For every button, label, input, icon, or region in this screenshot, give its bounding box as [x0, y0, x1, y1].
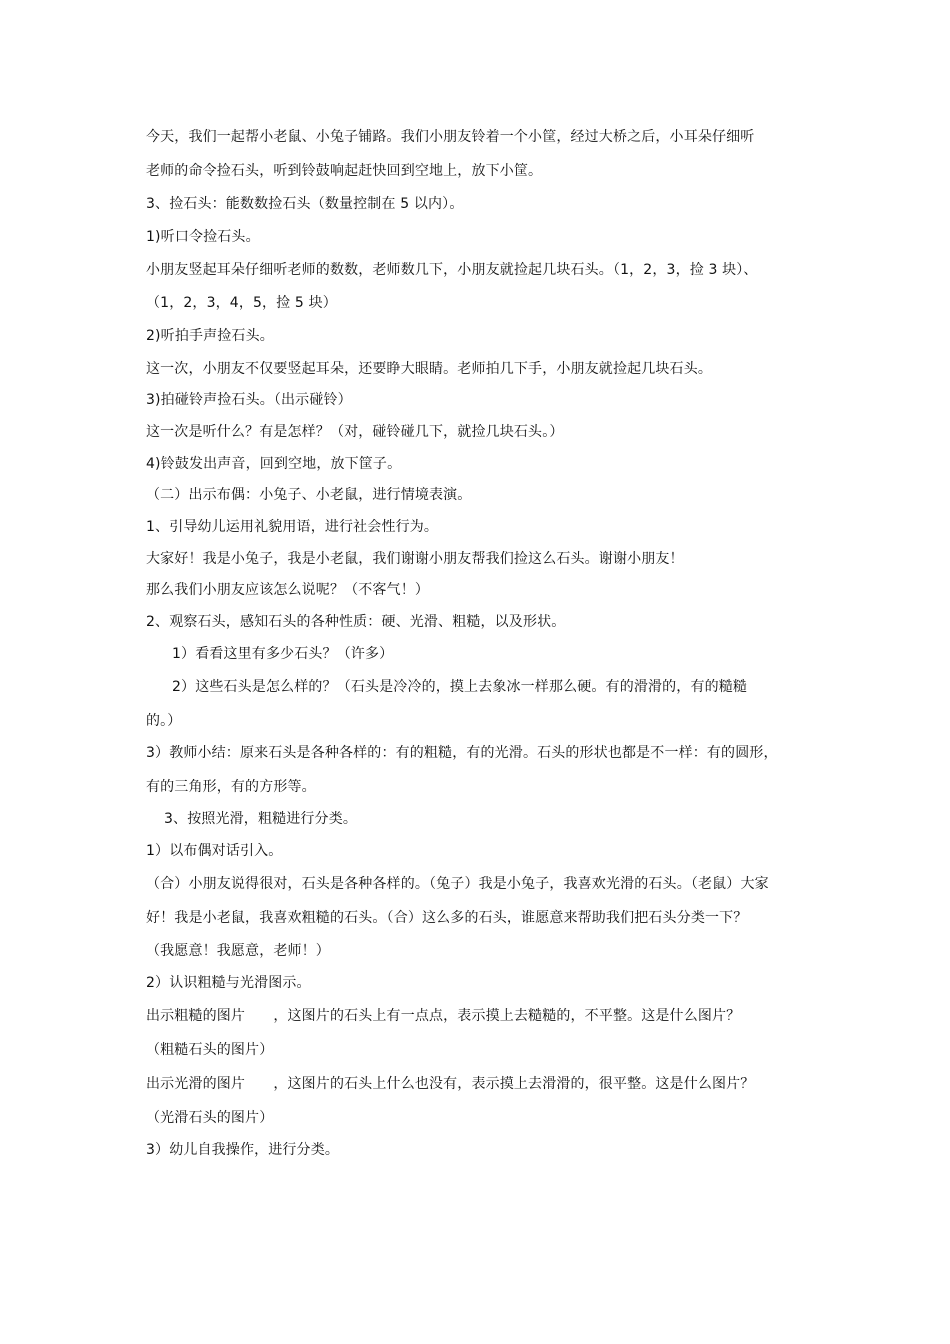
- paragraph-line: 2）这些石头是怎么样的？（石头是冷冷的，摸上去象冰一样那么硬。有的滑滑的，有的糙糙: [172, 679, 748, 695]
- paragraph-line: 好！我是小老鼠，我喜欢粗糙的石头。（合）这么多的石头，谁愿意来帮助我们把石头分类一下？: [146, 910, 748, 926]
- subsection-heading: 1)听口令捡石头。: [146, 229, 260, 245]
- paragraph-line: 的。）: [146, 713, 182, 729]
- section-heading: 3、捡石头：能数数捡石头（数量控制在 5 以内）。: [146, 196, 464, 212]
- paragraph-line: （我愿意！我愿意，老师！）: [146, 943, 330, 959]
- paragraph-line: 老师的命令捡石头，听到铃鼓响起赶快回到空地上，放下小筐。: [146, 163, 543, 179]
- paragraph-line: 有的三角形，有的方形等。: [146, 779, 316, 795]
- subsection-heading: 1）以布偶对话引入。: [146, 843, 283, 859]
- paragraph-line: （1，2，3，4，5，捡 5 块）: [146, 295, 337, 311]
- paragraph-line: （合）小朋友说得很对，石头是各种各样的。（兔子）我是小兔子，我喜欢光滑的石头。（老鼠）大家: [146, 876, 769, 892]
- section-heading: 3、按照光滑，粗糙进行分类。: [164, 811, 358, 827]
- subsection-heading: 3)拍碰铃声捡石头。（出示碰铃）: [146, 392, 352, 408]
- paragraph-line: 小朋友竖起耳朵仔细听老师的数数，老师数几下，小朋友就捡起几块石头。（1，2，3，捡 3 块）、: [146, 262, 758, 278]
- paragraph-line: （光滑石头的图片）: [146, 1110, 274, 1126]
- paragraph-line: 3）教师小结：原来石头是各种各样的：有的粗糙，有的光滑。石头的形状也都是不一样：有的圆形，: [146, 745, 778, 761]
- paragraph-line: 今天，我们一起帮小老鼠、小兔子铺路。我们小朋友铃着一个小筐，经过大桥之后，小耳朵仔细听: [146, 129, 755, 145]
- paragraph-line: 那么我们小朋友应该怎么说呢？（不客气！）: [146, 582, 429, 598]
- paragraph-line: 大家好！我是小兔子，我是小老鼠，我们谢谢小朋友帮我们捡这么石头。谢谢小朋友！: [146, 551, 684, 567]
- subsection-heading: 2)听拍手声捡石头。: [146, 328, 274, 344]
- paragraph-line: 这一次是听什么？有是怎样？（对，碰铃碰几下，就捡几块石头。）: [146, 424, 564, 440]
- section-heading: 1、引导幼儿运用礼貌用语，进行社会性行为。: [146, 519, 439, 535]
- paragraph-line: （粗糙石头的图片）: [146, 1042, 274, 1058]
- section-heading: 2、观察石头，感知石头的各种性质：硬、光滑、粗糙，以及形状。: [146, 614, 566, 630]
- subsection-heading: 3）幼儿自我操作，进行分类。: [146, 1142, 340, 1158]
- paragraph-line: 出示粗糙的图片 ，这图片的石头上有一点点，表示摸上去糙糙的，不平整。这是什么图片？: [146, 1008, 741, 1024]
- paragraph-line: 出示光滑的图片 ，这图片的石头上什么也没有，表示摸上去滑滑的，很平整。这是什么图片？: [146, 1076, 755, 1092]
- section-heading: （二）出示布偶：小兔子、小老鼠，进行情境表演。: [146, 487, 472, 503]
- paragraph-line: 这一次，小朋友不仅要竖起耳朵，还要睁大眼睛。老师拍几下手，小朋友就捡起几块石头。: [146, 361, 712, 377]
- subsection-heading: 1）看看这里有多少石头？（许多）: [172, 646, 394, 662]
- subsection-heading: 2）认识粗糙与光滑图示。: [146, 975, 311, 991]
- subsection-heading: 4)铃鼓发出声音，回到空地，放下筐子。: [146, 456, 402, 472]
